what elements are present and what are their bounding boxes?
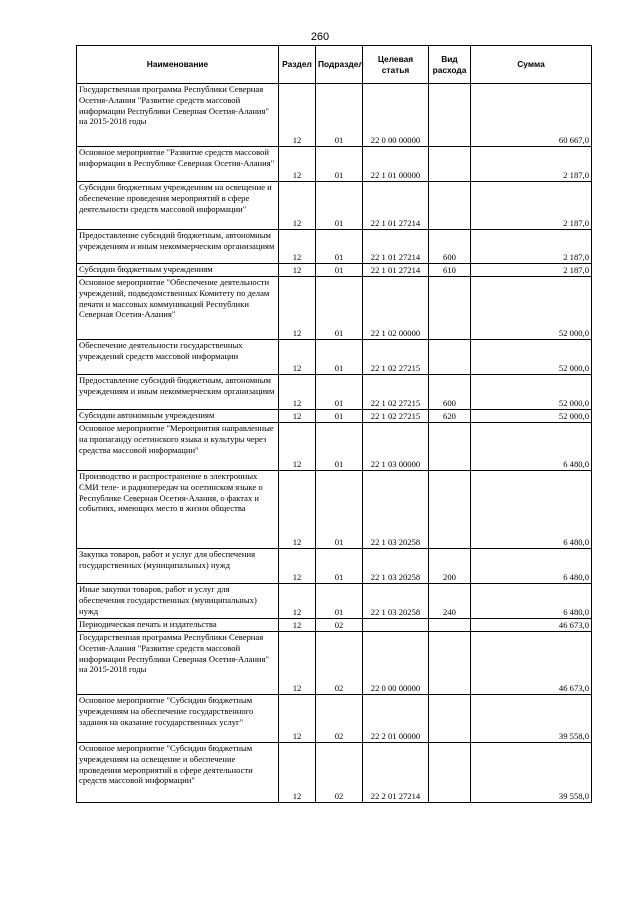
row-name: Основное мероприятие "Субсидии бюджетным учреждениям на освещение и обеспечение проведения мероприятий в сфере деятельности средств массовой информации" xyxy=(77,743,279,803)
table-row xyxy=(77,340,592,375)
row-sum: 52 000,0 xyxy=(471,410,592,423)
row-section: 12 xyxy=(279,423,316,471)
row-sum: 52 000,0 xyxy=(471,375,592,410)
row-name: Предоставление субсидий бюджетным, автономным учреждениям и иным некоммерческим организациям xyxy=(77,230,279,264)
row-subsection: 01 xyxy=(316,410,363,423)
table-row xyxy=(77,182,592,230)
table-row xyxy=(77,619,592,632)
row-subsection: 01 xyxy=(316,471,363,549)
row-target: 22 2 01 00000 xyxy=(363,695,429,743)
row-sum: 6 480,0 xyxy=(471,584,592,619)
row-section: 12 xyxy=(279,695,316,743)
header-type: Вид расхода xyxy=(429,46,471,84)
row-subsection: 01 xyxy=(316,230,363,264)
row-subsection: 02 xyxy=(316,743,363,803)
row-section: 12 xyxy=(279,264,316,277)
row-sum: 2 187,0 xyxy=(471,230,592,264)
row-section: 12 xyxy=(279,584,316,619)
row-target: 22 0 00 00000 xyxy=(363,632,429,695)
table-row xyxy=(77,695,592,743)
row-name: Государственная программа Республики Северная Осетия-Алания "Развитие средств массовой информации Республики Северная Осетия-Алания" на 2015-2018 годы xyxy=(77,632,279,695)
row-sum: 52 000,0 xyxy=(471,340,592,375)
row-target xyxy=(363,619,429,632)
row-target: 22 1 03 00000 xyxy=(363,423,429,471)
header-sum: Сумма xyxy=(471,46,592,84)
row-type xyxy=(429,632,471,695)
row-subsection: 02 xyxy=(316,632,363,695)
row-target: 22 2 01 27214 xyxy=(363,743,429,803)
row-subsection: 02 xyxy=(316,695,363,743)
row-type xyxy=(429,182,471,230)
row-subsection: 01 xyxy=(316,549,363,584)
row-target: 22 1 03 20258 xyxy=(363,471,429,549)
budget-table xyxy=(76,45,592,803)
row-subsection: 02 xyxy=(316,619,363,632)
row-target: 22 1 01 27214 xyxy=(363,264,429,277)
row-name: Основное мероприятие "Мероприятия направленные на пропаганду осетинского языка и культуры через средства массовой информации" xyxy=(77,423,279,471)
row-sum: 6 480,0 xyxy=(471,471,592,549)
row-subsection: 01 xyxy=(316,84,363,147)
row-sum: 39 558,0 xyxy=(471,743,592,803)
row-target: 22 1 02 27215 xyxy=(363,340,429,375)
table-row xyxy=(77,84,592,147)
row-type xyxy=(429,277,471,340)
row-section: 12 xyxy=(279,549,316,584)
row-name: Субсидии бюджетным учреждениям xyxy=(77,264,279,277)
row-name: Субсидии бюджетным учреждениям на освещение и обеспечение проведения мероприятий в сфере деятельности средств массовой информации" xyxy=(77,182,279,230)
header-subsection: Подраздел xyxy=(316,46,363,84)
table-row xyxy=(77,423,592,471)
header-section: Раздел xyxy=(279,46,316,84)
row-type xyxy=(429,147,471,182)
row-sum: 2 187,0 xyxy=(471,264,592,277)
row-sum: 52 000,0 xyxy=(471,277,592,340)
row-subsection: 01 xyxy=(316,147,363,182)
row-subsection: 01 xyxy=(316,264,363,277)
row-sum: 6 480,0 xyxy=(471,549,592,584)
row-name: Субсидии автономным учреждениям xyxy=(77,410,279,423)
row-section: 12 xyxy=(279,375,316,410)
row-sum: 46 673,0 xyxy=(471,619,592,632)
row-target: 22 1 02 27215 xyxy=(363,410,429,423)
row-type xyxy=(429,471,471,549)
row-subsection: 01 xyxy=(316,584,363,619)
row-sum: 2 187,0 xyxy=(471,147,592,182)
table-row xyxy=(77,410,592,423)
table-row xyxy=(77,743,592,803)
row-target: 22 0 00 00000 xyxy=(363,84,429,147)
table-row xyxy=(77,230,592,264)
row-subsection: 01 xyxy=(316,277,363,340)
row-name: Государственная программа Республики Северная Осетия-Алания "Развитие средств массовой информации Республики Северная Осетия-Алания" на 2015-2018 годы xyxy=(77,84,279,147)
row-subsection: 01 xyxy=(316,182,363,230)
row-type: 610 xyxy=(429,264,471,277)
row-section: 12 xyxy=(279,277,316,340)
row-target: 22 1 02 00000 xyxy=(363,277,429,340)
header-row xyxy=(77,46,592,84)
row-type: 600 xyxy=(429,230,471,264)
row-target: 22 1 02 27215 xyxy=(363,375,429,410)
table-row xyxy=(77,632,592,695)
row-sum: 60 667,0 xyxy=(471,84,592,147)
row-section: 12 xyxy=(279,743,316,803)
row-type xyxy=(429,695,471,743)
row-name: Основное мероприятие "Субсидии бюджетным учреждениям на обеспечение государственного задания на оказание государственных услуг" xyxy=(77,695,279,743)
row-subsection: 01 xyxy=(316,375,363,410)
table-row xyxy=(77,375,592,410)
row-section: 12 xyxy=(279,410,316,423)
row-section: 12 xyxy=(279,632,316,695)
row-target: 22 1 03 20258 xyxy=(363,549,429,584)
row-name: Периодическая печать и издательства xyxy=(77,619,279,632)
row-subsection: 01 xyxy=(316,423,363,471)
row-type xyxy=(429,340,471,375)
row-sum: 39 558,0 xyxy=(471,695,592,743)
row-name: Производство и распространение в электронных СМИ теле- и радиопередач на осетинском языке о Республике Северная Осетия-Алания, о фактах и событиях, имеющих место в жизни общества xyxy=(77,471,279,549)
row-section: 12 xyxy=(279,182,316,230)
row-name: Иные закупки товаров, работ и услуг для обеспечения государственных (муниципальных) нужд xyxy=(77,584,279,619)
table-row xyxy=(77,277,592,340)
row-target: 22 1 01 27214 xyxy=(363,182,429,230)
row-section: 12 xyxy=(279,84,316,147)
row-name: Обеспечение деятельности государственных учреждений средств массовой информации xyxy=(77,340,279,375)
header-name: Наименование xyxy=(77,46,279,84)
row-type xyxy=(429,743,471,803)
row-section: 12 xyxy=(279,340,316,375)
header-target: Целевая статья xyxy=(363,46,429,84)
row-type xyxy=(429,423,471,471)
row-name: Основное мероприятие "Развитие средств массовой информации в Республике Северная Осетия-Алания" xyxy=(77,147,279,182)
row-name: Основное мероприятие "Обеспечение деятельности учреждений, подведомственных Комитету по делам печати и массовых коммуникаций Республики Северная Осетия-Алания" xyxy=(77,277,279,340)
page-number: 260 xyxy=(310,31,330,43)
row-sum: 6 480,0 xyxy=(471,423,592,471)
table-row xyxy=(77,471,592,549)
row-name: Закупка товаров, работ и услуг для обеспечения государственных (муниципальных) нужд xyxy=(77,549,279,584)
table-row xyxy=(77,147,592,182)
table-row xyxy=(77,549,592,584)
row-type: 200 xyxy=(429,549,471,584)
row-target: 22 1 01 27214 xyxy=(363,230,429,264)
row-section: 12 xyxy=(279,471,316,549)
row-type xyxy=(429,84,471,147)
row-type: 600 xyxy=(429,375,471,410)
row-section: 12 xyxy=(279,619,316,632)
row-type xyxy=(429,619,471,632)
row-name: Предоставление субсидий бюджетным, автономным учреждениям и иным некоммерческим организациям xyxy=(77,375,279,410)
row-sum: 46 673,0 xyxy=(471,632,592,695)
row-target: 22 1 03 20258 xyxy=(363,584,429,619)
table-row xyxy=(77,584,592,619)
row-target: 22 1 01 00000 xyxy=(363,147,429,182)
row-section: 12 xyxy=(279,230,316,264)
row-type: 240 xyxy=(429,584,471,619)
row-subsection: 01 xyxy=(316,340,363,375)
row-type: 620 xyxy=(429,410,471,423)
table-row xyxy=(77,264,592,277)
row-sum: 2 187,0 xyxy=(471,182,592,230)
row-section: 12 xyxy=(279,147,316,182)
